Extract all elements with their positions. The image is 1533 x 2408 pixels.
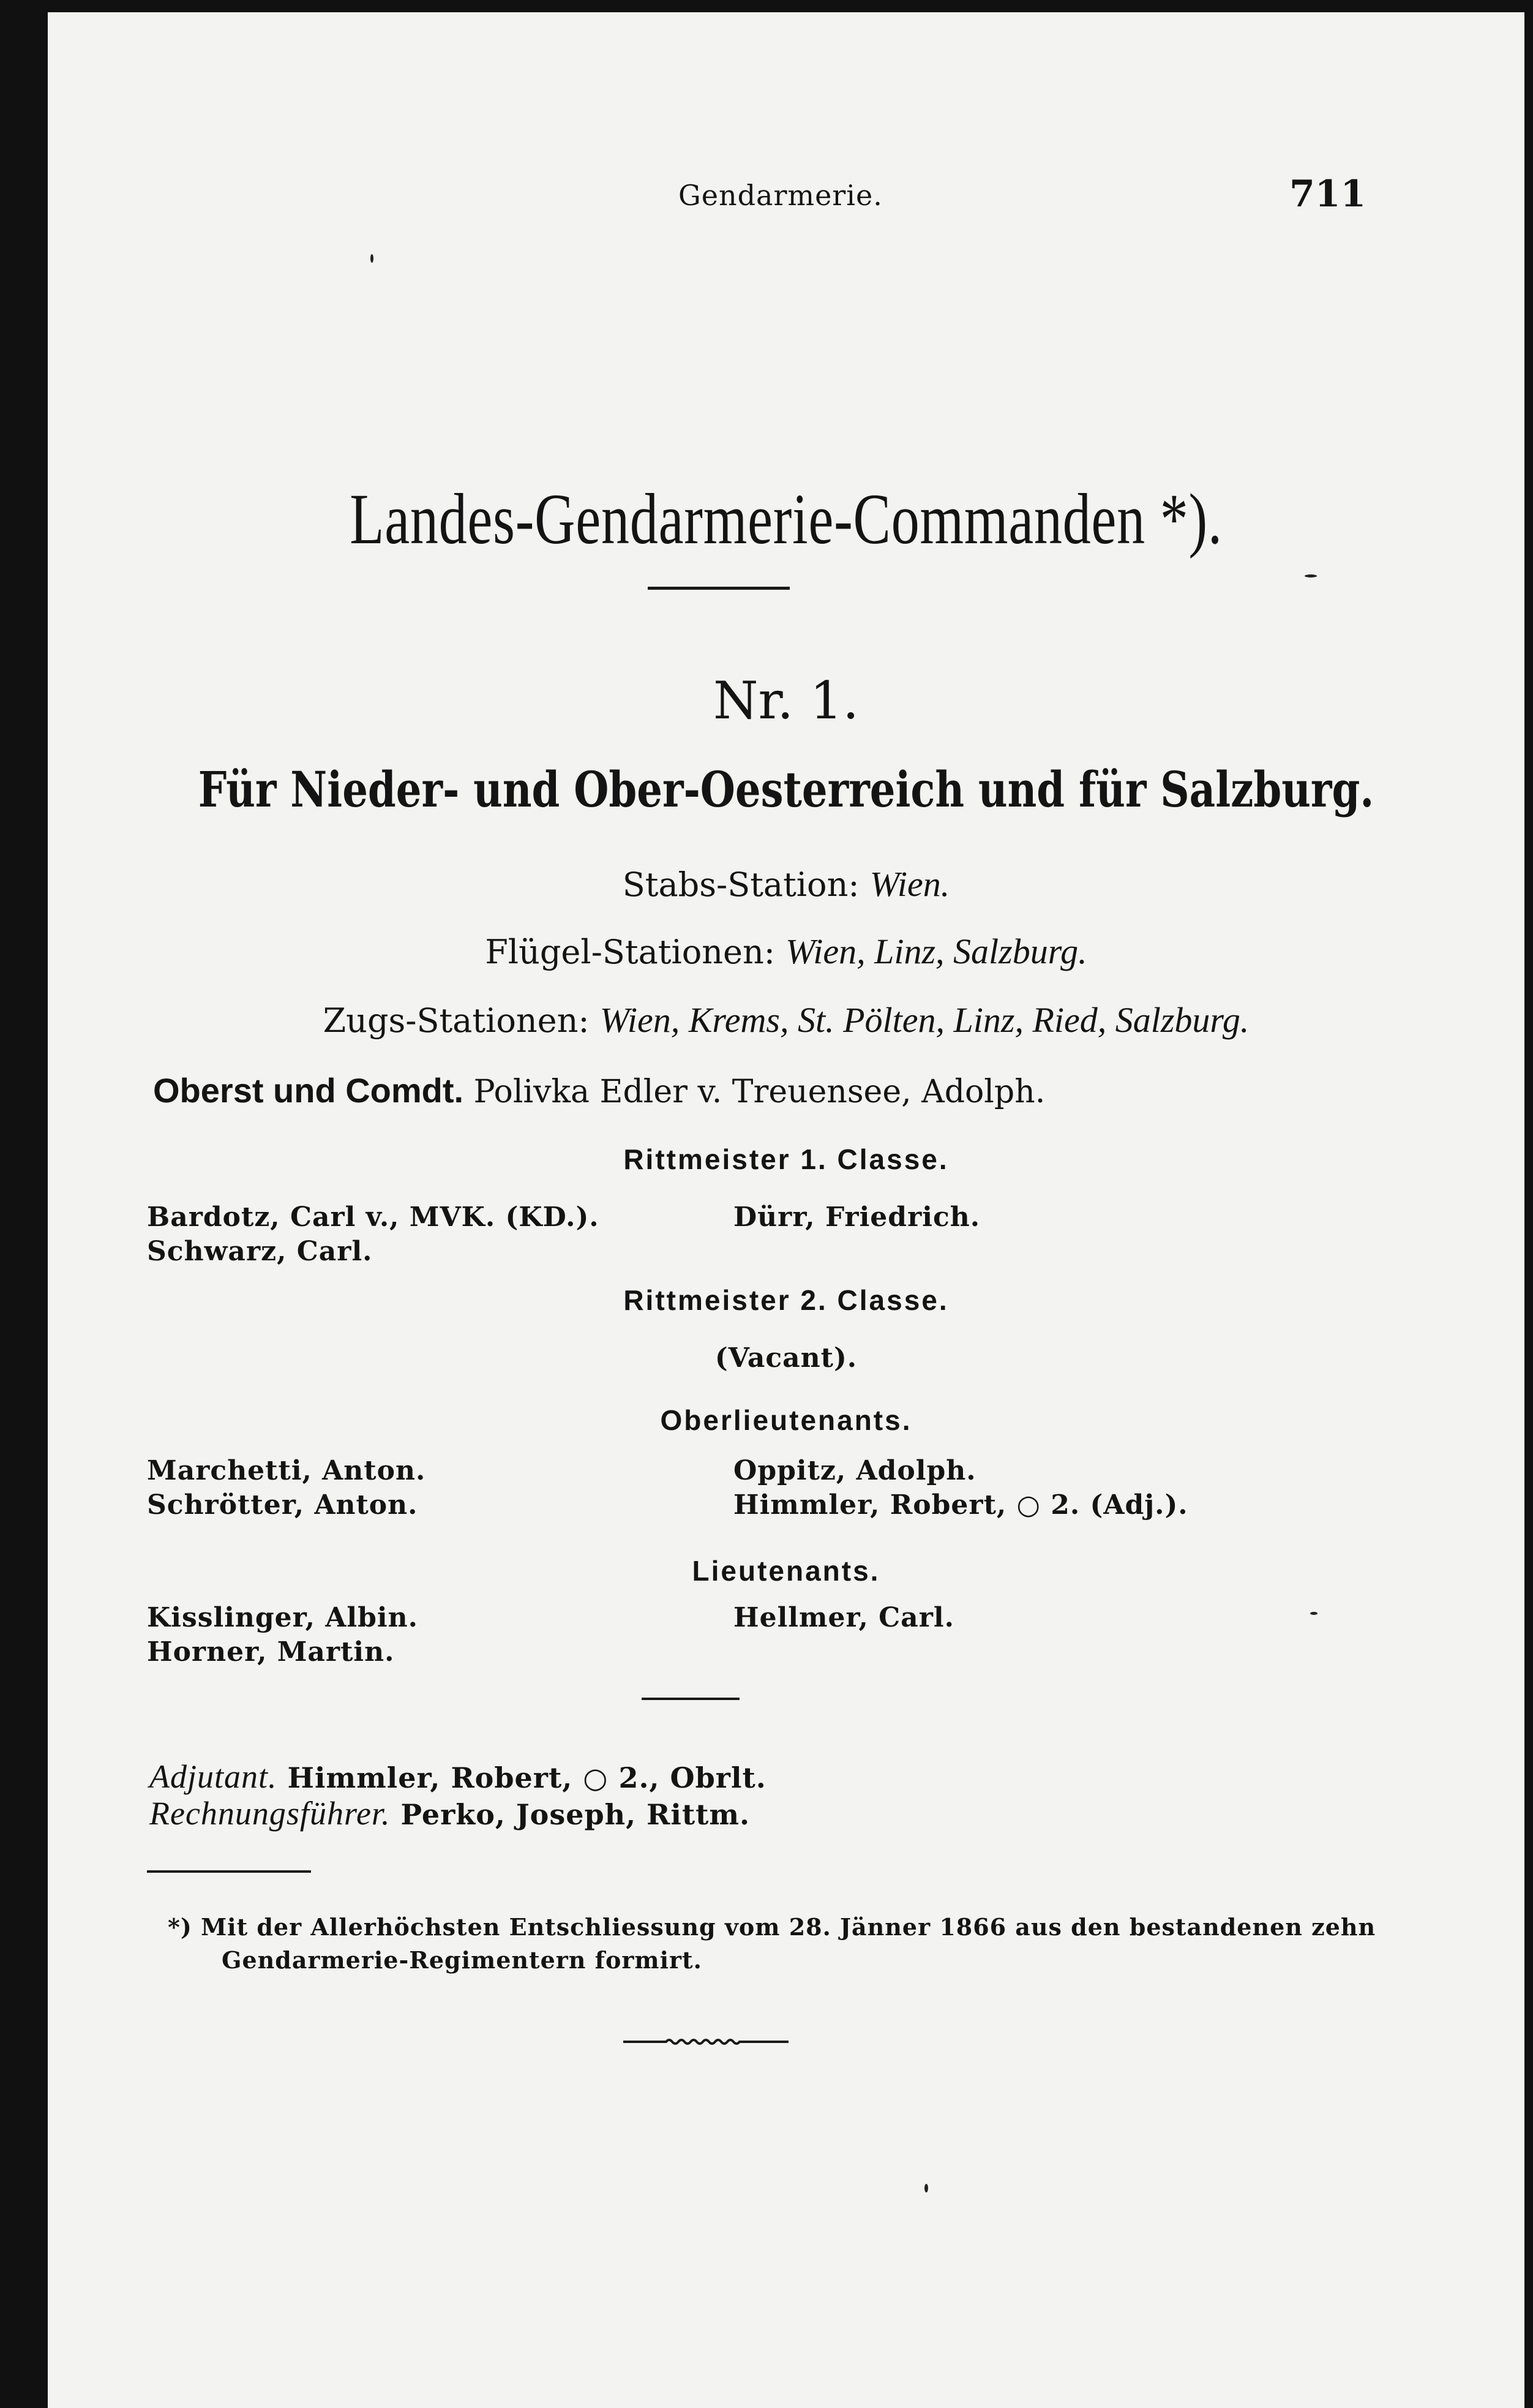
- list-item: Kisslinger, Albin.: [147, 1602, 418, 1633]
- vacant-note: (Vacant).: [714, 1342, 858, 1374]
- print-speck: [370, 254, 373, 263]
- oberlieutenants-heading: Oberlieutenants.: [660, 1404, 912, 1436]
- rechnungsfuehrer-value: Perko, Joseph, Rittm.: [400, 1798, 751, 1831]
- adjutant-label: Adjutant.: [149, 1758, 277, 1795]
- book-page: [48, 12, 1524, 2408]
- fluegel-stations-label: Flügel-Stationen:: [485, 933, 775, 971]
- print-speck: [1310, 1612, 1317, 1615]
- rittmeister-1-heading: Rittmeister 1. Classe.: [623, 1143, 949, 1175]
- fluegel-stations-value: Wien, Linz, Salzburg.: [785, 931, 1087, 971]
- list-item: Himmler, Robert, ○ 2. (Adj.).: [733, 1489, 1188, 1521]
- stabs-station-line: [48, 863, 1524, 905]
- list-item: Horner, Martin.: [147, 1636, 395, 1668]
- lieutenants-heading: Lieutenants.: [692, 1555, 880, 1587]
- rittmeister-2-heading: Rittmeister 2. Classe.: [623, 1284, 949, 1316]
- commander-rank: Oberst und Comdt.: [153, 1071, 464, 1110]
- commander-line: [153, 1070, 1045, 1110]
- page-title: Landes-Gendarmerie-Commanden *).: [350, 479, 1223, 559]
- list-item: Marchetti, Anton.: [147, 1455, 426, 1486]
- stabs-station-value: Wien.: [869, 864, 950, 904]
- fluegel-stations-line: [48, 931, 1524, 972]
- rechnungsfuehrer-line: [149, 1794, 750, 1832]
- list-item: Oppitz, Adolph.: [733, 1455, 976, 1486]
- list-item: Dürr, Friedrich.: [733, 1202, 981, 1233]
- page-number: 711: [1289, 173, 1366, 216]
- end-ornament: [623, 2037, 789, 2047]
- title-divider: [648, 587, 790, 590]
- print-speck: [1305, 574, 1317, 578]
- adjutant-line: [149, 1758, 766, 1796]
- list-item: Bardotz, Carl v., MVK. (KD.).: [147, 1202, 599, 1233]
- list-item: Schrötter, Anton.: [147, 1489, 418, 1521]
- zugs-stations-value: Wien, Krems, St. Pölten, Linz, Ried, Salzburg.: [599, 1000, 1250, 1040]
- zugs-stations-line: [48, 999, 1524, 1040]
- list-item: Schwarz, Carl.: [147, 1236, 373, 1267]
- adjutant-value: Himmler, Robert, ○ 2., Obrlt.: [287, 1761, 766, 1794]
- footnote-rule: [147, 1870, 311, 1873]
- region-heading: Für Nieder- und Ober-Oesterreich und für Salzburg.: [198, 761, 1374, 818]
- stabs-station-label: Stabs-Station:: [622, 865, 860, 904]
- rechnungsfuehrer-label: Rechnungsführer.: [149, 1795, 391, 1832]
- section-divider: [642, 1698, 740, 1700]
- footnote-line-2: Gendarmerie-Regimentern formirt.: [222, 1946, 702, 1974]
- print-speck: [924, 2184, 928, 2192]
- zugs-stations-label: Zugs-Stationen:: [323, 1001, 590, 1040]
- section-number: Nr. 1.: [713, 671, 859, 731]
- footnote-line-1: *) Mit der Allerhöchsten Entschliessung vom 28. Jänner 1866 aus den bestandenen zehn: [168, 1913, 1376, 1941]
- running-head: Gendarmerie.: [678, 179, 883, 212]
- commander-name: Polivka Edler v. Treuensee, Adolph.: [473, 1074, 1046, 1110]
- list-item: Hellmer, Carl.: [733, 1602, 954, 1633]
